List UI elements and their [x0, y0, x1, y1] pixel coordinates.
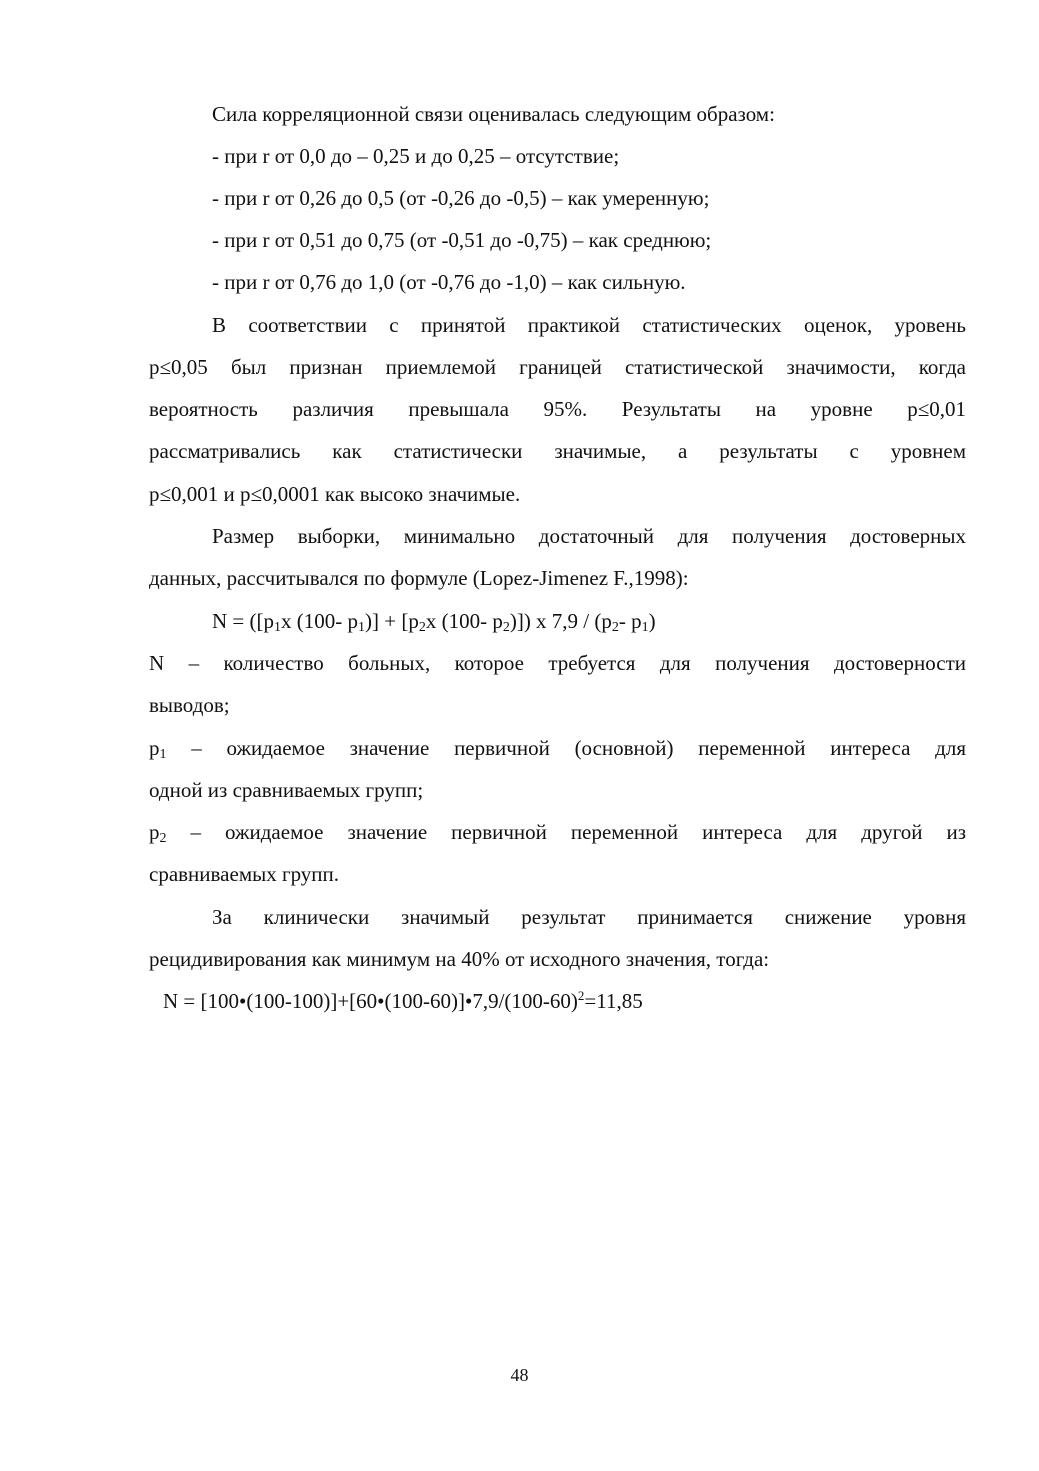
- list-item: - при r от 0,0 до – 0,25 и до 0,25 – отсутствие;: [212, 144, 620, 168]
- text-line: сравниваемых групп.: [149, 862, 340, 886]
- text-line: вероятность различия превышала 95%. Результаты на уровне p≤0,01: [149, 397, 966, 421]
- sample-size-formula: $N = ([p_1x$ (100- $p_1)] + [p_2x$ (100- $p_2$)]) x $7,9 / (p_2-$ $p_1$): [212, 609, 656, 635]
- text-line: рассматривались как статистически значимые, а результаты с уровнем: [149, 439, 966, 463]
- text-line: За клинически значимый результат принимается снижение уровня: [212, 905, 966, 929]
- text-line: p≤0,001 и p≤0,0001 как высоко значимые.: [149, 482, 521, 506]
- definition-p2: $p_2$ – ожидаемое значение первичной переменной интереса для другой из: [149, 820, 966, 846]
- list-item: - при r от 0,76 до 1,0 (от -0,76 до -1,0) – как сильную.: [212, 270, 686, 294]
- list-item: - при r от 0,51 до 0,75 (от -0,51 до -0,75) – как среднюю;: [212, 228, 712, 252]
- text-line: Сила корреляционной связи оценивалась следующим образом:: [212, 102, 775, 126]
- text-line: В соответствии с принятой практикой статистических оценок, уровень: [212, 313, 966, 337]
- text-line: одной из сравниваемых групп;: [149, 778, 424, 802]
- calculation-formula: $N = [100•(100-100)]+[60•(100-60)]•7,9/(100-60)^2=11,85$: [163, 988, 643, 1013]
- text-line: N – количество больных, которое требуется для получения достоверности: [149, 651, 966, 675]
- text-line: рецидивирования как минимум на 40% от исходного значения, тогда:: [149, 947, 770, 971]
- text-line: Размер выборки, минимально достаточный для получения достоверных: [212, 524, 966, 548]
- page-number: 48: [510, 1365, 529, 1385]
- definition-p1: $p_1$ – ожидаемое значение первичной (основной) переменной интереса для: [149, 736, 966, 762]
- text-line: p≤0,05 был признан приемлемой границей статистической значимости, когда: [149, 355, 966, 379]
- list-item: - при r от 0,26 до 0,5 (от -0,26 до -0,5) – как умеренную;: [212, 186, 710, 210]
- text-line: выводов;: [149, 693, 230, 717]
- text-line: данных, рассчитывался по формуле (Lopez-Jimenez F.,1998):: [149, 566, 689, 590]
